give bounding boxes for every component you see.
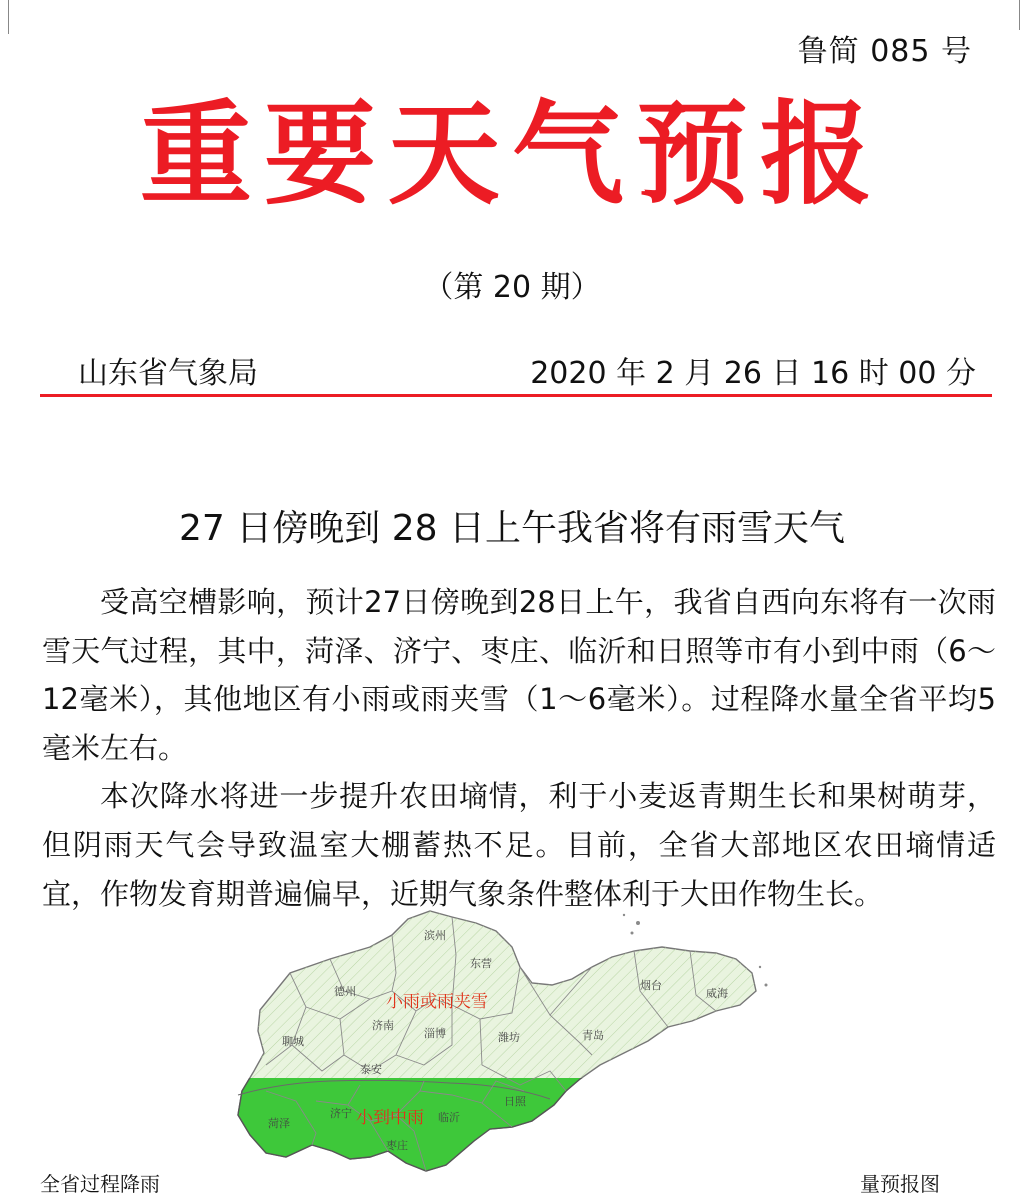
city-label-zibo: 淄博 bbox=[424, 1027, 446, 1040]
city-label-dongying: 东营 bbox=[470, 957, 492, 970]
city-label-weihai: 威海 bbox=[706, 987, 728, 1000]
city-label-yantai: 烟台 bbox=[640, 979, 662, 992]
main-title: 重要天气预报 bbox=[140, 90, 884, 220]
issue-datetime: 2020 年 2 月 26 日 16 时 00 分 bbox=[530, 356, 976, 391]
city-label-taian: 泰安 bbox=[360, 1063, 382, 1076]
city-label-jinan: 济南 bbox=[372, 1019, 394, 1032]
page-edge-left bbox=[8, 0, 9, 34]
map-caption-left: 全省过程降雨 bbox=[40, 1172, 160, 1196]
paragraph-1: 受高空槽影响，预计27日傍晚到28日上午，我省自西向东将有一次雨雪天气过程，其中，菏泽、济宁、枣庄、临沂和日照等市有小到中雨（6～12毫米），其他地区有小雨或雨夹雪（1～6毫米）。过程降水量全省平均5毫米左右。 bbox=[42, 585, 996, 765]
city-label-heze: 菏泽 bbox=[268, 1117, 290, 1130]
city-label-liaocheng: 聊城 bbox=[282, 1035, 304, 1048]
headline: 27 日傍晚到 28 日上午我省将有雨雪天气 bbox=[179, 507, 845, 549]
map-caption-right: 量预报图 bbox=[860, 1172, 940, 1196]
shandong-map-svg bbox=[220, 895, 780, 1185]
city-label-zaozhuang: 枣庄 bbox=[386, 1139, 408, 1152]
zone-label-north: 小雨或雨夹雪 bbox=[386, 992, 488, 1012]
city-label-jining: 济宁 bbox=[330, 1107, 352, 1120]
city-label-linyi: 临沂 bbox=[438, 1111, 460, 1124]
city-label-binzhou: 滨州 bbox=[424, 929, 446, 942]
city-label-qingdao: 青岛 bbox=[582, 1029, 604, 1042]
city-label-dezhou: 德州 bbox=[334, 985, 356, 998]
rainfall-forecast-map bbox=[220, 895, 780, 1185]
paragraph-2: 本次降水将进一步提升农田墒情，利于小麦返青期生长和果树萌芽，但阴雨天气会导致温室大棚蓄热不足。目前，全省大部地区农田墒情适宜，作物发育期普遍偏早，近期气象条件整体利于大田作物生长。 bbox=[42, 779, 996, 911]
document-number: 鲁简 085 号 bbox=[797, 34, 972, 69]
city-label-rizhao: 日照 bbox=[504, 1095, 526, 1108]
header-divider bbox=[40, 394, 992, 397]
issue-number: （第 20 期） bbox=[423, 270, 601, 305]
body-text bbox=[42, 578, 996, 918]
issuer: 山东省气象局 bbox=[78, 356, 258, 391]
zone-label-south: 小到中雨 bbox=[356, 1108, 424, 1128]
city-label-weifang: 潍坊 bbox=[498, 1031, 520, 1044]
page-edge-right bbox=[1019, 0, 1020, 30]
